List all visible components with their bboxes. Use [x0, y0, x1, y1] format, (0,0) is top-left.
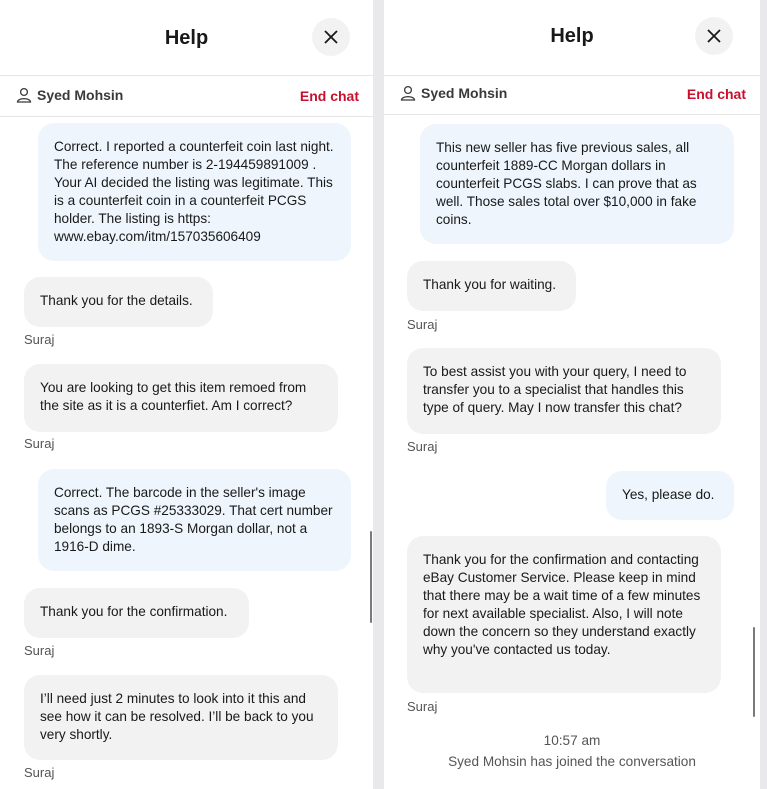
scrollbar[interactable]	[753, 627, 755, 717]
user-bar	[0, 76, 373, 117]
sender-name: Suraj	[24, 436, 55, 451]
sender-name: Suraj	[407, 317, 438, 332]
sender-name: Suraj	[407, 439, 438, 454]
page-title: Help	[164, 27, 209, 49]
user-name: Syed Mohsin	[37, 87, 124, 103]
agent-message: To best assist you with your query, I need to transfer you to a specialist that handles this type of query. May I now transfer this chat?	[407, 348, 721, 434]
sender-name: Suraj	[24, 765, 55, 780]
user-name: Syed Mohsin	[421, 85, 508, 101]
close-icon	[324, 30, 338, 44]
close-button[interactable]	[312, 18, 350, 56]
user-message: Correct. The barcode in the seller's image scans as PCGS #25333029. That cert number belongs to an 1893-S Morgan dollar, not a 1916-D dime.	[38, 469, 351, 571]
person-icon	[400, 85, 416, 101]
chat-pane-right	[384, 0, 760, 789]
agent-message: Thank you for the confirmation and contacting eBay Customer Service. Please keep in mind that there may be a wait time of a few minutes for next available specialist. Also, I will note down the concern so they understand exactly why you've contacted us today.	[407, 536, 721, 693]
user-message: Correct. I reported a counterfeit coin last night. The reference number is 2-194459891009 . Your AI decided the listing was legitimate. This is a counterfeit coin in a counterfeit PCGS holder. The listing is https: www.ebay.com/itm/157035606409	[38, 123, 351, 261]
close-icon	[707, 29, 721, 43]
message-list[interactable]	[384, 115, 760, 789]
user-message: This new seller has five previous sales, all counterfeit 1889-CC Morgan dollars in counterfeit PCGS slabs. I can prove that as well. Those sales total over $10,000 in fake coins.	[420, 124, 734, 244]
sender-name: Suraj	[407, 699, 438, 714]
agent-message: Thank you for waiting.	[407, 261, 576, 311]
chat-header	[0, 0, 373, 76]
agent-message: Thank you for the confirmation.	[24, 588, 249, 638]
system-join-notice: Syed Mohsin has joined the conversation	[448, 754, 696, 769]
page-title: Help	[550, 25, 594, 47]
user-info	[16, 87, 123, 103]
chat-header	[384, 0, 760, 76]
sender-name: Suraj	[24, 643, 55, 658]
end-chat-link[interactable]: End chat	[686, 86, 746, 102]
sender-name: Suraj	[24, 332, 55, 347]
close-button[interactable]	[695, 17, 733, 55]
agent-message: Thank you for the details.	[24, 277, 213, 327]
message-list[interactable]	[0, 117, 373, 789]
agent-message: You are looking to get this item remoed from the site as it is a counterfiet. Am I correct?	[24, 364, 338, 432]
user-bar	[384, 74, 760, 115]
end-chat-link[interactable]: End chat	[299, 88, 359, 104]
person-icon	[16, 87, 32, 103]
system-time: 10:57 am	[543, 733, 601, 748]
user-info	[400, 85, 507, 101]
scrollbar[interactable]	[370, 531, 372, 623]
user-message: Yes, please do.	[606, 471, 734, 520]
chat-pane-left	[0, 0, 373, 789]
agent-message: I’ll need just 2 minutes to look into it this and see how it can be resolved. I’ll be back to you very shortly.	[24, 675, 338, 760]
